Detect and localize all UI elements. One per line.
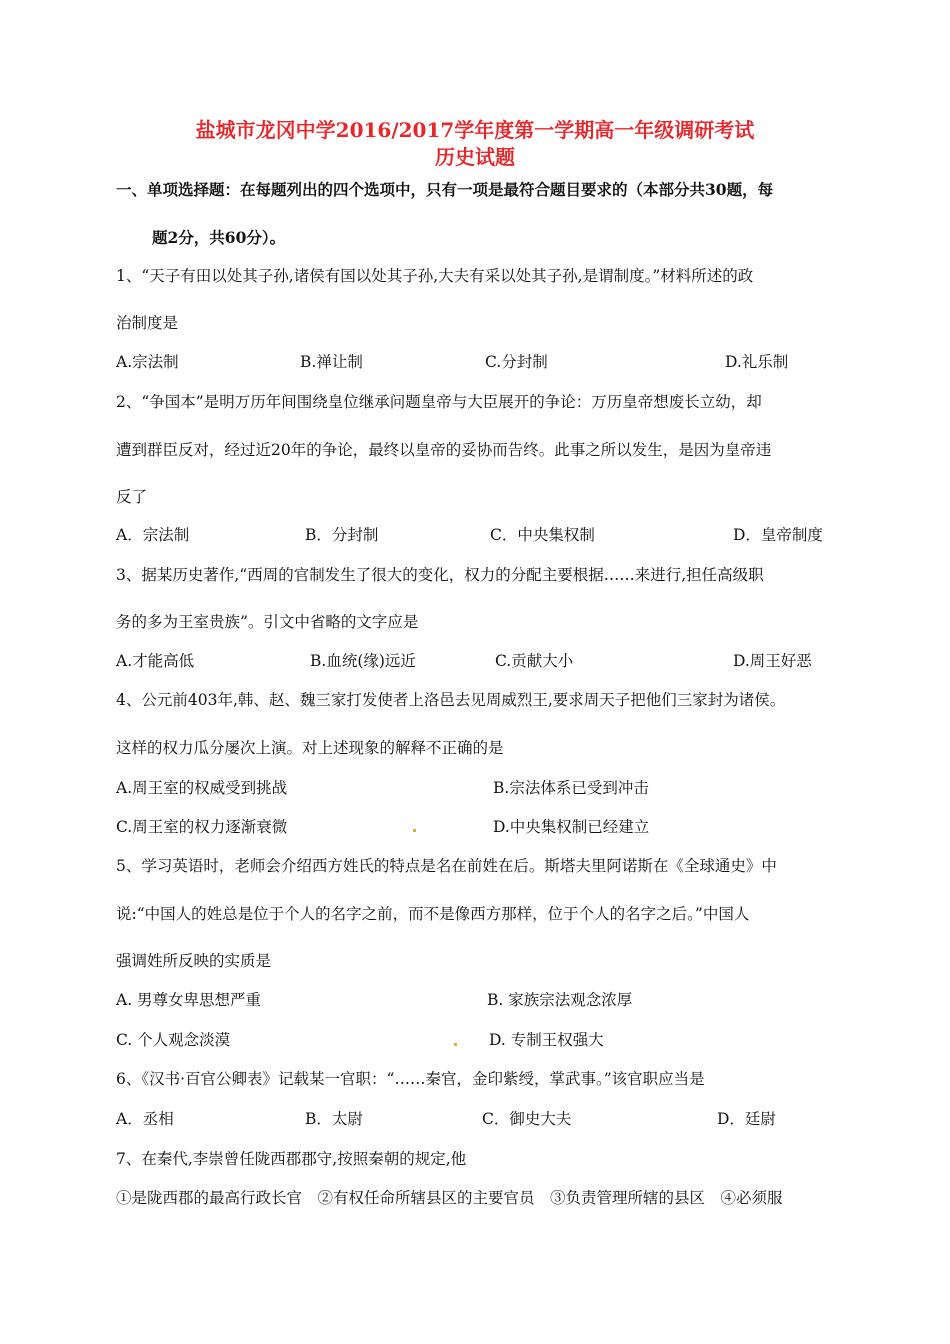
question-2-stem-cont2: 反了: [116, 488, 148, 506]
question-6-option-d: D．廷尉: [717, 1110, 776, 1128]
question-2-stem-cont: 遭到群臣反对，经过近20年的争论，最终以皇帝的妥协而告终。此事之所以发生，是因为皇帝违: [116, 441, 772, 459]
question-1-option-d: D.礼乐制: [725, 353, 789, 371]
section-heading-cont: 题2分，共60分）。: [152, 228, 286, 247]
question-7-stem: 7、在秦代,李崇曾任陇西郡郡守,按照秦朝的规定,他: [116, 1150, 467, 1168]
question-6-option-a: A．丞相: [116, 1110, 174, 1128]
question-4-stem-cont: 这样的权力瓜分屡次上演。对上述现象的解释不正确的是: [116, 739, 504, 757]
question-2-option-a: A．宗法制: [116, 526, 190, 544]
question-1-option-b: B.禅让制: [300, 353, 363, 371]
question-4-option-d: D.中央集权制已经建立: [493, 818, 650, 836]
question-3-stem: 3、据某历史著作,“西周的官制发生了很大的变化，权力的分配主要根据……来进行,担任高级职: [116, 566, 764, 584]
question-2-option-b: B．分封制: [305, 526, 379, 544]
question-7-statements: ①是陇西郡的最高行政长官 ②有权任命所辖县区的主要官员 ③负责管理所辖的县区 ④必须服: [116, 1189, 783, 1207]
question-5-stem-cont: 说:“中国人的姓总是位于个人的名字之前，而不是像西方那样，位于个人的名字之后。”中国人: [116, 905, 750, 923]
question-2-stem: 2、“争国本”是明万历年间围绕皇位继承问题皇帝与大臣展开的争论：万历皇帝想废长立幼，却: [116, 393, 762, 411]
question-3-option-a: A.才能高低: [116, 652, 195, 670]
question-6-stem: 6、《汉书·百官公卿表》记载某一官职：“……秦官，金印紫绶，掌武事。”该官职应当是: [116, 1070, 705, 1088]
exam-subtitle: 历史试题: [435, 145, 515, 169]
question-1-stem-cont: 治制度是: [116, 314, 179, 332]
question-3-option-d: D.周王好恶: [733, 652, 812, 670]
scan-speck: [454, 1043, 457, 1046]
question-1-option-a: A.宗法制: [116, 353, 179, 371]
question-3-option-c: C.贡献大小: [495, 652, 574, 670]
question-6-option-c: C．御史大夫: [482, 1110, 572, 1128]
exam-title: 盐城市龙冈中学2016/2017学年度第一学期高一年级调研考试: [195, 118, 755, 142]
question-4-stem: 4、公元前403年,韩、赵、魏三家打发使者上洛邑去见周威烈王,要求周天子把他们三家封为诸侯。: [116, 691, 786, 709]
question-3-stem-cont: 务的多为王室贵族”。引文中省略的文字应是: [116, 613, 419, 631]
question-2-option-c: C．中央集权制: [490, 526, 595, 544]
question-5-option-b: B. 家族宗法观念浓厚: [487, 991, 633, 1009]
question-5-stem-cont2: 强调姓所反映的实质是: [116, 952, 272, 970]
question-1-stem: 1、“天子有田以处其子孙,诸侯有国以处其子孙,大夫有采以处其子孙,是谓制度。”材料所述的政: [116, 267, 754, 285]
section-heading: 一、单项选择题：在每题列出的四个选项中，只有一项是最符合题目要求的（本部分共30题，每: [116, 180, 774, 199]
question-3-option-b: B.血统(缘)远近: [310, 652, 416, 670]
question-5-option-a: A. 男尊女卑思想严重: [116, 991, 262, 1009]
question-4-option-a: A.周王室的权威受到挑战: [116, 779, 288, 797]
question-2-option-d: D．皇帝制度: [733, 526, 823, 544]
question-5-option-c: C. 个人观念淡漠: [116, 1031, 231, 1049]
scan-speck: [413, 829, 416, 832]
question-1-option-c: C.分封制: [485, 353, 548, 371]
question-4-option-b: B.宗法体系已受到冲击: [493, 779, 649, 797]
question-4-option-c: C.周王室的权力逐渐衰微: [116, 818, 288, 836]
question-6-option-b: B．太尉: [305, 1110, 363, 1128]
question-5-stem: 5、学习英语时，老师会介绍西方姓氏的特点是名在前姓在后。斯塔夫里阿诺斯在《全球通史》中: [116, 857, 777, 875]
question-5-option-d: D. 专制王权强大: [489, 1031, 604, 1049]
